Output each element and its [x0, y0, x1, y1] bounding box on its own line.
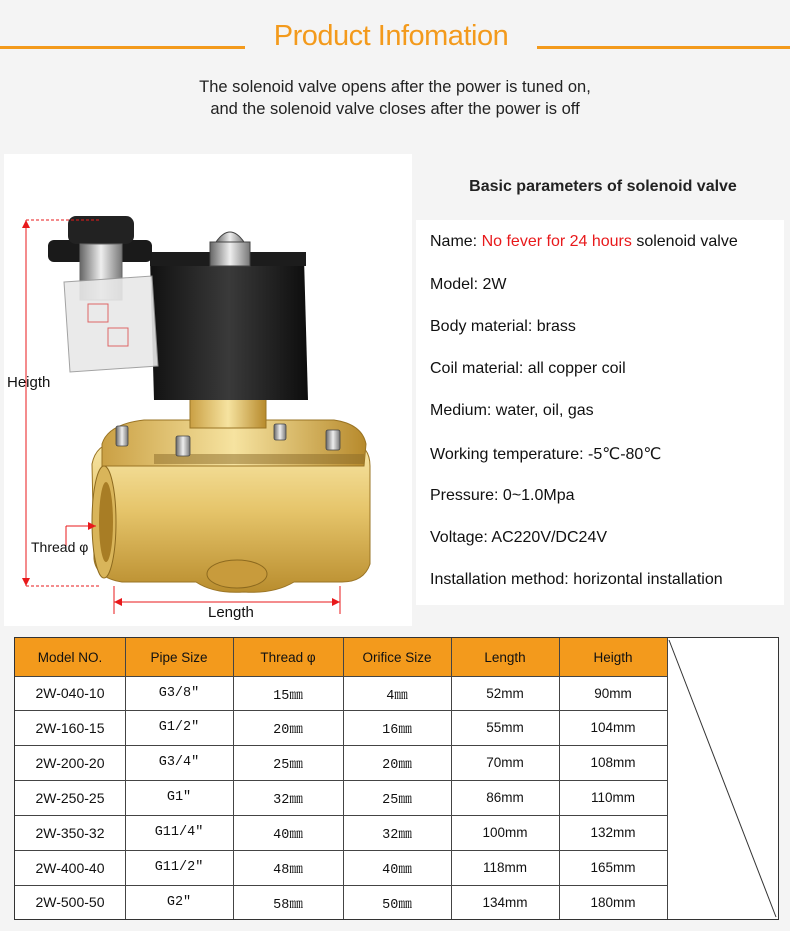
table-cell-length: 70mm	[486, 755, 524, 770]
table-cell-thread: 20㎜	[273, 723, 303, 738]
table-cell-length: 118mm	[482, 860, 527, 875]
page-header	[0, 0, 790, 140]
subtitle-line-2: and the solenoid valve closes after the power is off	[210, 100, 580, 118]
table-header-orifice-size: Orifice Size	[343, 638, 451, 676]
table-column-divider	[125, 638, 126, 919]
table-cell-height: 108mm	[590, 755, 636, 770]
table-cell-orifice-size: 50㎜	[382, 897, 412, 913]
page-title: Product Infomation	[273, 20, 509, 52]
table-cell-pipe-size: G1″	[166, 790, 192, 805]
header-rule-left	[0, 46, 245, 49]
table-cell-height: 104mm	[590, 720, 636, 735]
param-pressure: Pressure: 0~1.0Mpa	[430, 487, 575, 504]
table-cell-model: 2W-200-20	[35, 754, 105, 771]
table-cell-pipe-size: G3/8″	[158, 685, 200, 701]
param-coil-material: Coil material: all copper coil	[430, 360, 626, 377]
table-header-model: Model NO.	[15, 638, 125, 676]
table-row-divider	[15, 850, 667, 851]
table-diagonal-slash	[667, 638, 778, 919]
param-body-material: Body material: brass	[430, 318, 576, 335]
table-row-divider	[15, 815, 667, 816]
table-cell-orifice-size: 4㎜	[386, 688, 408, 704]
table-cell-model: 2W-400-40	[35, 859, 105, 876]
table-column-divider	[559, 638, 560, 919]
table-cell-model: 2W-040-10	[35, 685, 105, 701]
table-row-divider	[15, 745, 667, 746]
table-cell-model: 2W-500-50	[35, 894, 105, 910]
table-row-divider	[15, 885, 667, 886]
table-cell-thread: 58㎜	[273, 897, 303, 913]
table-cell-pipe-size: G1/2″	[158, 720, 200, 735]
header-rule-right	[537, 46, 790, 49]
table-cell-height: 165mm	[590, 860, 636, 875]
table-cell-orifice-size: 20㎜	[382, 758, 412, 773]
parameters-list	[416, 220, 784, 605]
param-name-prefix: Name:	[430, 233, 482, 250]
product-image-panel	[4, 154, 412, 626]
table-cell-height: 90mm	[594, 685, 632, 701]
param-name	[430, 233, 738, 251]
height-label: Heigth	[7, 374, 51, 391]
page-subtitle	[0, 76, 790, 120]
table-cell-thread: 25㎜	[273, 758, 303, 773]
param-name-highlight: No fever for 24 hours	[481, 233, 632, 250]
table-row-divider	[15, 710, 667, 711]
table-cell-orifice-size: 25㎜	[382, 793, 412, 808]
table-cell-thread: 48㎜	[273, 863, 303, 878]
param-name-suffix: solenoid valve	[631, 233, 738, 250]
table-cell-pipe-size: G11/2″	[154, 860, 204, 875]
table-column-divider	[451, 638, 452, 919]
table-cell-orifice-size: 16㎜	[382, 723, 412, 738]
table-cell-height: 110mm	[590, 790, 635, 805]
table-cell-length: 134mm	[482, 894, 528, 910]
table-cell-length: 55mm	[486, 720, 524, 735]
table-header-pipe-size: Pipe Size	[125, 638, 233, 676]
table-row-divider	[15, 676, 667, 677]
table-cell-height: 132mm	[590, 825, 636, 840]
table-diagonal-line	[669, 640, 776, 917]
length-label: Length	[208, 604, 254, 621]
table-cell-orifice-size: 40㎜	[382, 863, 412, 878]
table-header-length: Length	[451, 638, 559, 676]
table-cell-pipe-size: G11/4″	[154, 825, 204, 840]
table-cell-thread: 40㎜	[273, 828, 303, 843]
table-cell-model: 2W-160-15	[35, 719, 105, 736]
table-cell-thread: 32㎜	[273, 793, 303, 808]
table-cell-model: 2W-350-32	[35, 824, 105, 841]
table-cell-orifice-size: 32㎜	[382, 828, 412, 843]
subtitle-line-1: The solenoid valve opens after the power is tuned on,	[199, 78, 591, 96]
parameters-title: Basic parameters of solenoid valve	[469, 178, 737, 195]
table-header-height: Heigth	[559, 638, 667, 676]
table-header-thread: Thread φ	[233, 638, 343, 676]
param-temperature: Working temperature: -5℃-80℃	[430, 446, 662, 463]
param-installation: Installation method: horizontal installation	[430, 571, 723, 588]
solenoid-valve-illustration	[4, 154, 412, 626]
param-medium: Medium: water, oil, gas	[430, 402, 594, 419]
table-cell-model: 2W-250-25	[35, 789, 105, 806]
table-column-divider	[233, 638, 234, 919]
table-row-divider	[15, 780, 667, 781]
thread-label: Thread φ	[31, 539, 89, 555]
table-cell-pipe-size: G3/4″	[158, 755, 200, 770]
spec-table	[14, 637, 779, 920]
param-voltage: Voltage: AC220V/DC24V	[430, 529, 608, 546]
table-column-divider	[343, 638, 344, 919]
table-cell-length: 52mm	[486, 685, 524, 701]
table-cell-height: 180mm	[590, 894, 636, 910]
table-cell-length: 86mm	[486, 790, 524, 805]
param-model: Model: 2W	[430, 276, 507, 293]
table-cell-thread: 15㎜	[273, 688, 303, 704]
table-cell-pipe-size: G2″	[166, 894, 192, 910]
table-cell-length: 100mm	[482, 825, 528, 840]
